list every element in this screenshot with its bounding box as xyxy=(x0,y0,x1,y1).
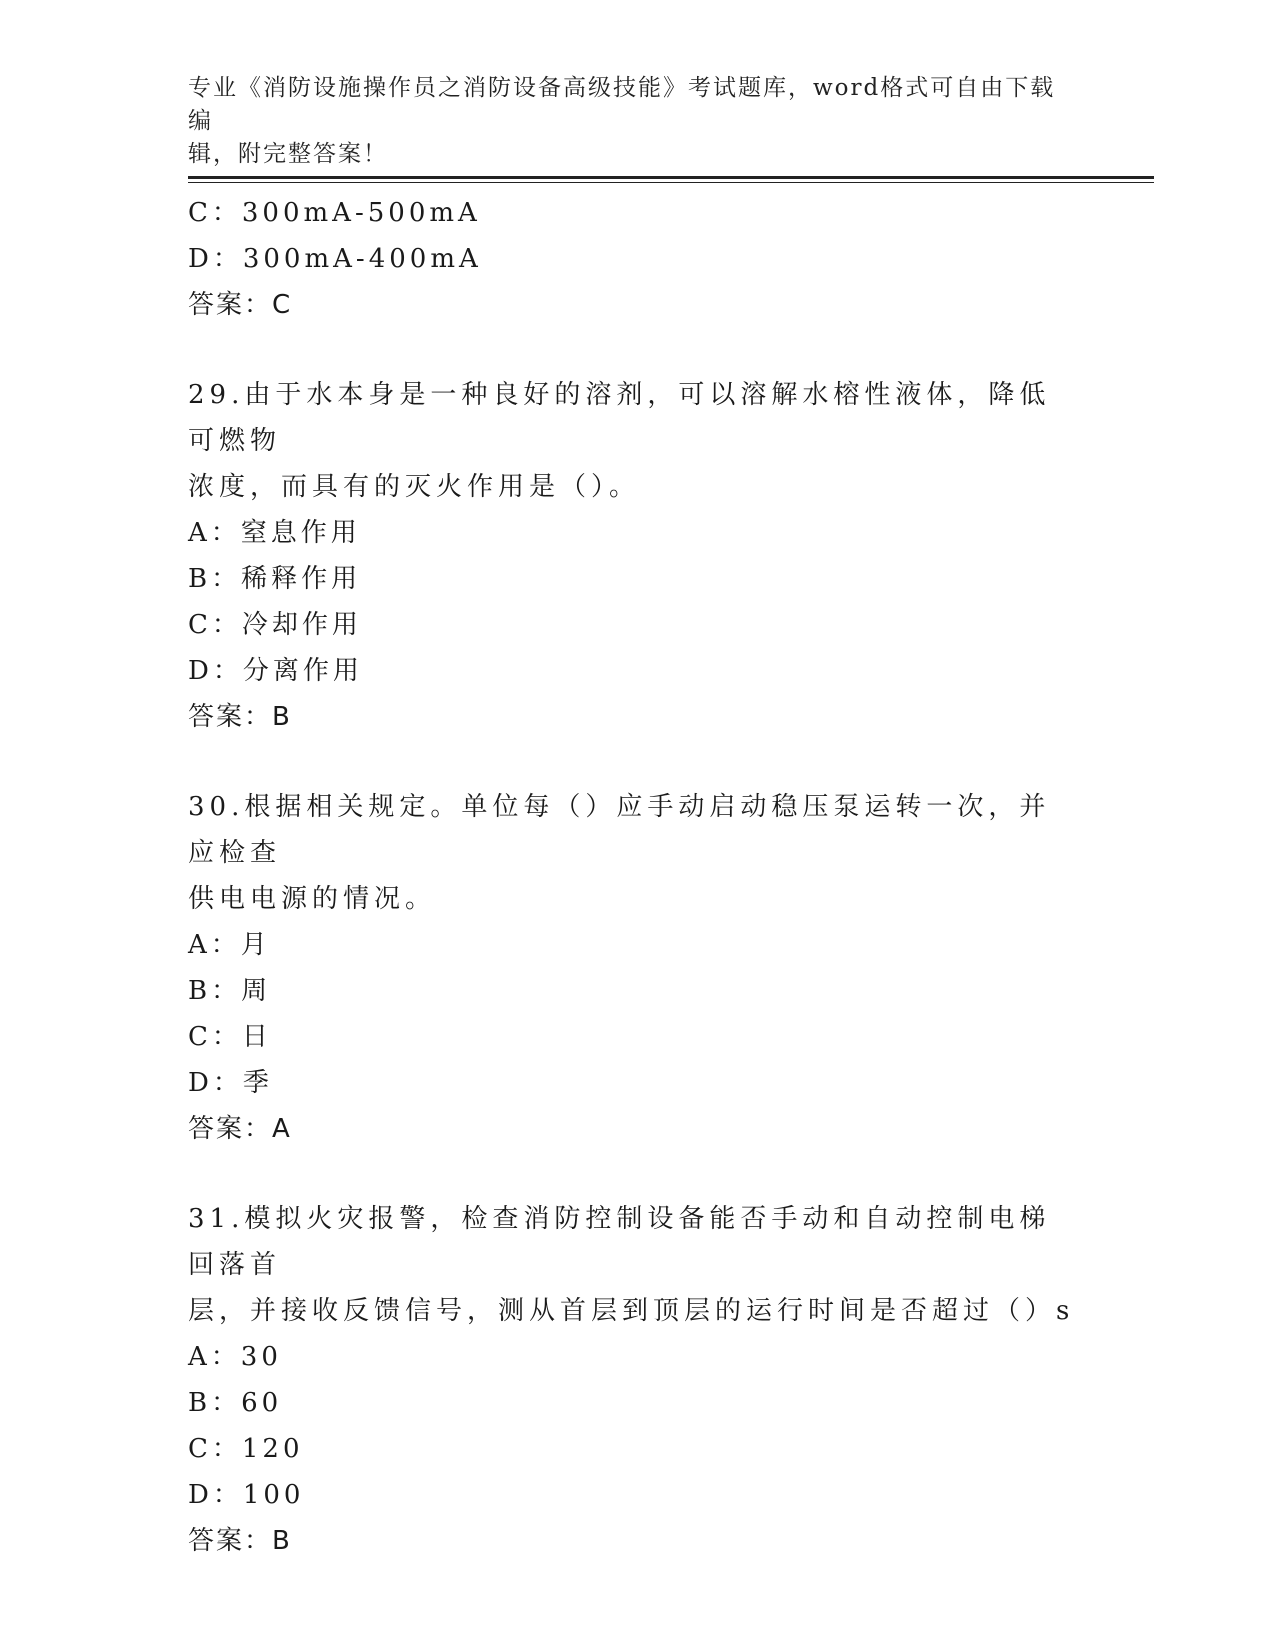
question-stem-line-1: 29.由于水本身是一种良好的溶剂，可以溶解水榕性液体，降低可燃物 xyxy=(188,380,1051,456)
option-d: D：300mA-400mA xyxy=(188,244,482,274)
answer-line: 答案：B xyxy=(188,702,292,732)
document-header xyxy=(188,72,1068,171)
question-stem-line-1: 31.模拟火灾报警，检查消防控制设备能否手动和自动控制电梯回落首 xyxy=(188,1204,1051,1280)
spacer xyxy=(188,328,1088,372)
header-rule-thin xyxy=(188,182,1154,183)
spacer xyxy=(188,740,1088,784)
answer-line: 答案：C xyxy=(188,290,293,320)
option-a: A：月 xyxy=(188,930,271,960)
question-stem-line-2: 浓度，而具有的灭火作用是（）。 xyxy=(188,472,641,502)
option-b: B：60 xyxy=(188,1388,283,1418)
header-line-1: 专业《消防设施操作员之消防设备高级技能》考试题库，word格式可自由下载编 xyxy=(188,75,1056,134)
question-31 xyxy=(188,1196,1088,1564)
option-c: C：300mA-500mA xyxy=(188,198,481,228)
question-30 xyxy=(188,784,1088,1152)
option-c: C：日 xyxy=(188,1022,272,1052)
option-a: A：30 xyxy=(188,1342,282,1372)
header-line-2: 辑，附完整答案！ xyxy=(188,141,388,167)
option-a: A：窒息作用 xyxy=(188,518,361,548)
question-stem-line-1: 30.根据相关规定。单位每（）应手动启动稳压泵运转一次，并应检查 xyxy=(188,792,1051,868)
question-28-tail xyxy=(188,190,1088,328)
question-stem-line-2: 层，并接收反馈信号，测从首层到顶层的运行时间是否超过（）s xyxy=(188,1296,1075,1326)
question-stem-line-2: 供电电源的情况。 xyxy=(188,884,437,914)
option-b: B：周 xyxy=(188,976,272,1006)
spacer xyxy=(188,1152,1088,1196)
option-d: D：100 xyxy=(188,1480,305,1510)
option-d: D：分离作用 xyxy=(188,656,363,686)
option-b: B：稀释作用 xyxy=(188,564,362,594)
option-c: C：冷却作用 xyxy=(188,610,362,640)
question-list xyxy=(188,190,1088,1564)
option-d: D：季 xyxy=(188,1068,273,1098)
answer-line: 答案：B xyxy=(188,1526,292,1556)
question-29 xyxy=(188,372,1088,740)
header-rule-thick xyxy=(188,176,1154,179)
option-c: C：120 xyxy=(188,1434,304,1464)
answer-line: 答案：A xyxy=(188,1114,292,1144)
